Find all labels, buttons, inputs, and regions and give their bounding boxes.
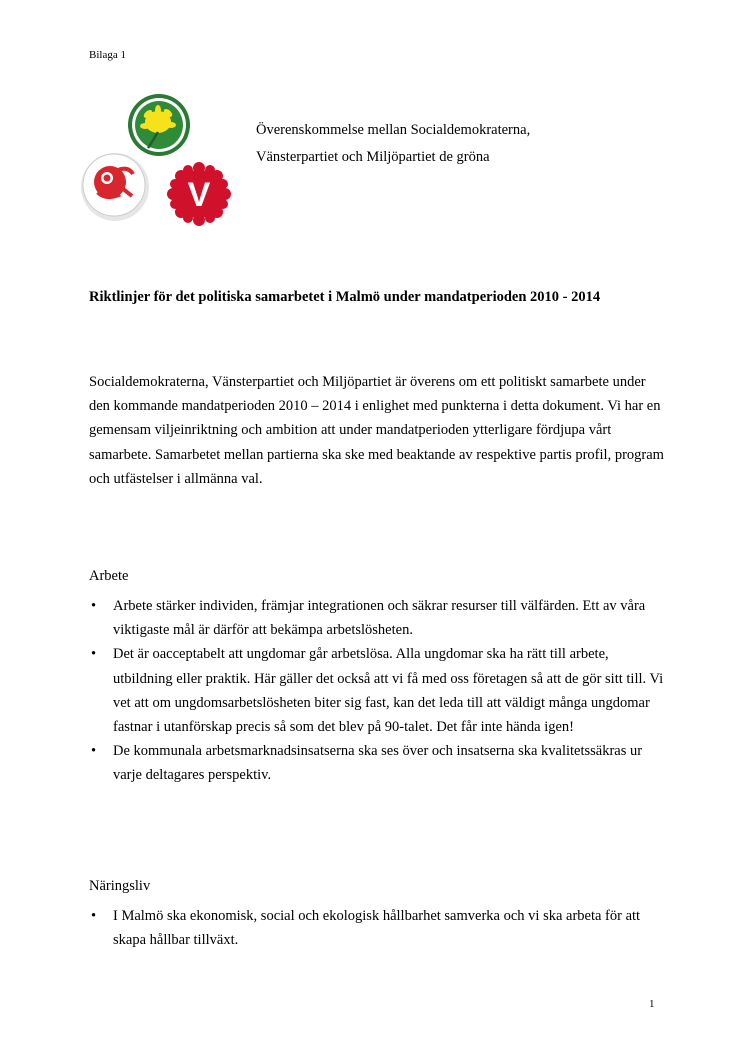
list-item: • De kommunala arbetsmarknadsinsatserna ska ses över och insatserna ska kvalitetssäkras ur varje deltagares perspektiv. bbox=[89, 739, 664, 787]
section-heading-naringsliv: Näringsliv bbox=[89, 878, 151, 894]
page-number: 1 bbox=[649, 998, 655, 1010]
section-heading-arbete: Arbete bbox=[89, 568, 129, 584]
mp-logo bbox=[128, 94, 190, 156]
list-item: • Arbete stärker individen, främjar integrationen och säkrar resurser till välfärden. Ett av våra viktigaste mål är därför att bekämpa arbetslösheten. bbox=[89, 594, 664, 642]
document-title: Riktlinjer för det politiska samarbetet i Malmö under mandatperioden 2010 - 2014 bbox=[89, 289, 601, 305]
agreement-line-1: Överenskommelse mellan Socialdemokraterna, bbox=[256, 122, 531, 138]
party-logos bbox=[78, 92, 238, 232]
attachment-label: Bilaga 1 bbox=[89, 49, 126, 61]
agreement-heading bbox=[256, 117, 676, 171]
list-item: • I Malmö ska ekonomisk, social och ekologisk hållbarhet samverka och vi ska arbeta för att skapa hållbar tillväxt. bbox=[89, 904, 664, 952]
v-logo-letter: V bbox=[187, 176, 211, 214]
v-logo bbox=[167, 162, 231, 226]
bullet-list-naringsliv bbox=[89, 904, 664, 952]
bullet-list-arbete bbox=[89, 594, 664, 788]
party-logos-graphic bbox=[78, 92, 238, 232]
list-item: • Det är oacceptabelt att ungdomar går arbetslösa. Alla ungdomar ska ha rätt till arbete, utbildning eller praktik. Här gäller det också att vi få med oss företagen så att de gör sitt till. Vi vet att om ungdomsarbetslösheten biter sig fast, kan det leda till att väldigt många ungdomar fastnar i utanförskap precis så som det blev på 90-talet. Det får inte hända igen! bbox=[89, 642, 664, 739]
intro-paragraph: Socialdemokraterna, Vänsterpartiet och Miljöpartiet är överens om ett politiskt samarbete under den kommande mandatperioden 2010 – 2014 i enlighet med punkterna i detta dokument. Vi har en gemensam viljeinriktning och ambition att under mandatperioden ytterligare fördjupa vårt samarbete. Samarbetet mellan partierna ska ske med beaktande av respektive partis profil, program och utfästelser i allmänna val. bbox=[89, 374, 664, 487]
s-logo bbox=[81, 153, 149, 221]
agreement-line-2: Vänsterpartiet och Miljöpartiet de gröna bbox=[256, 149, 490, 165]
